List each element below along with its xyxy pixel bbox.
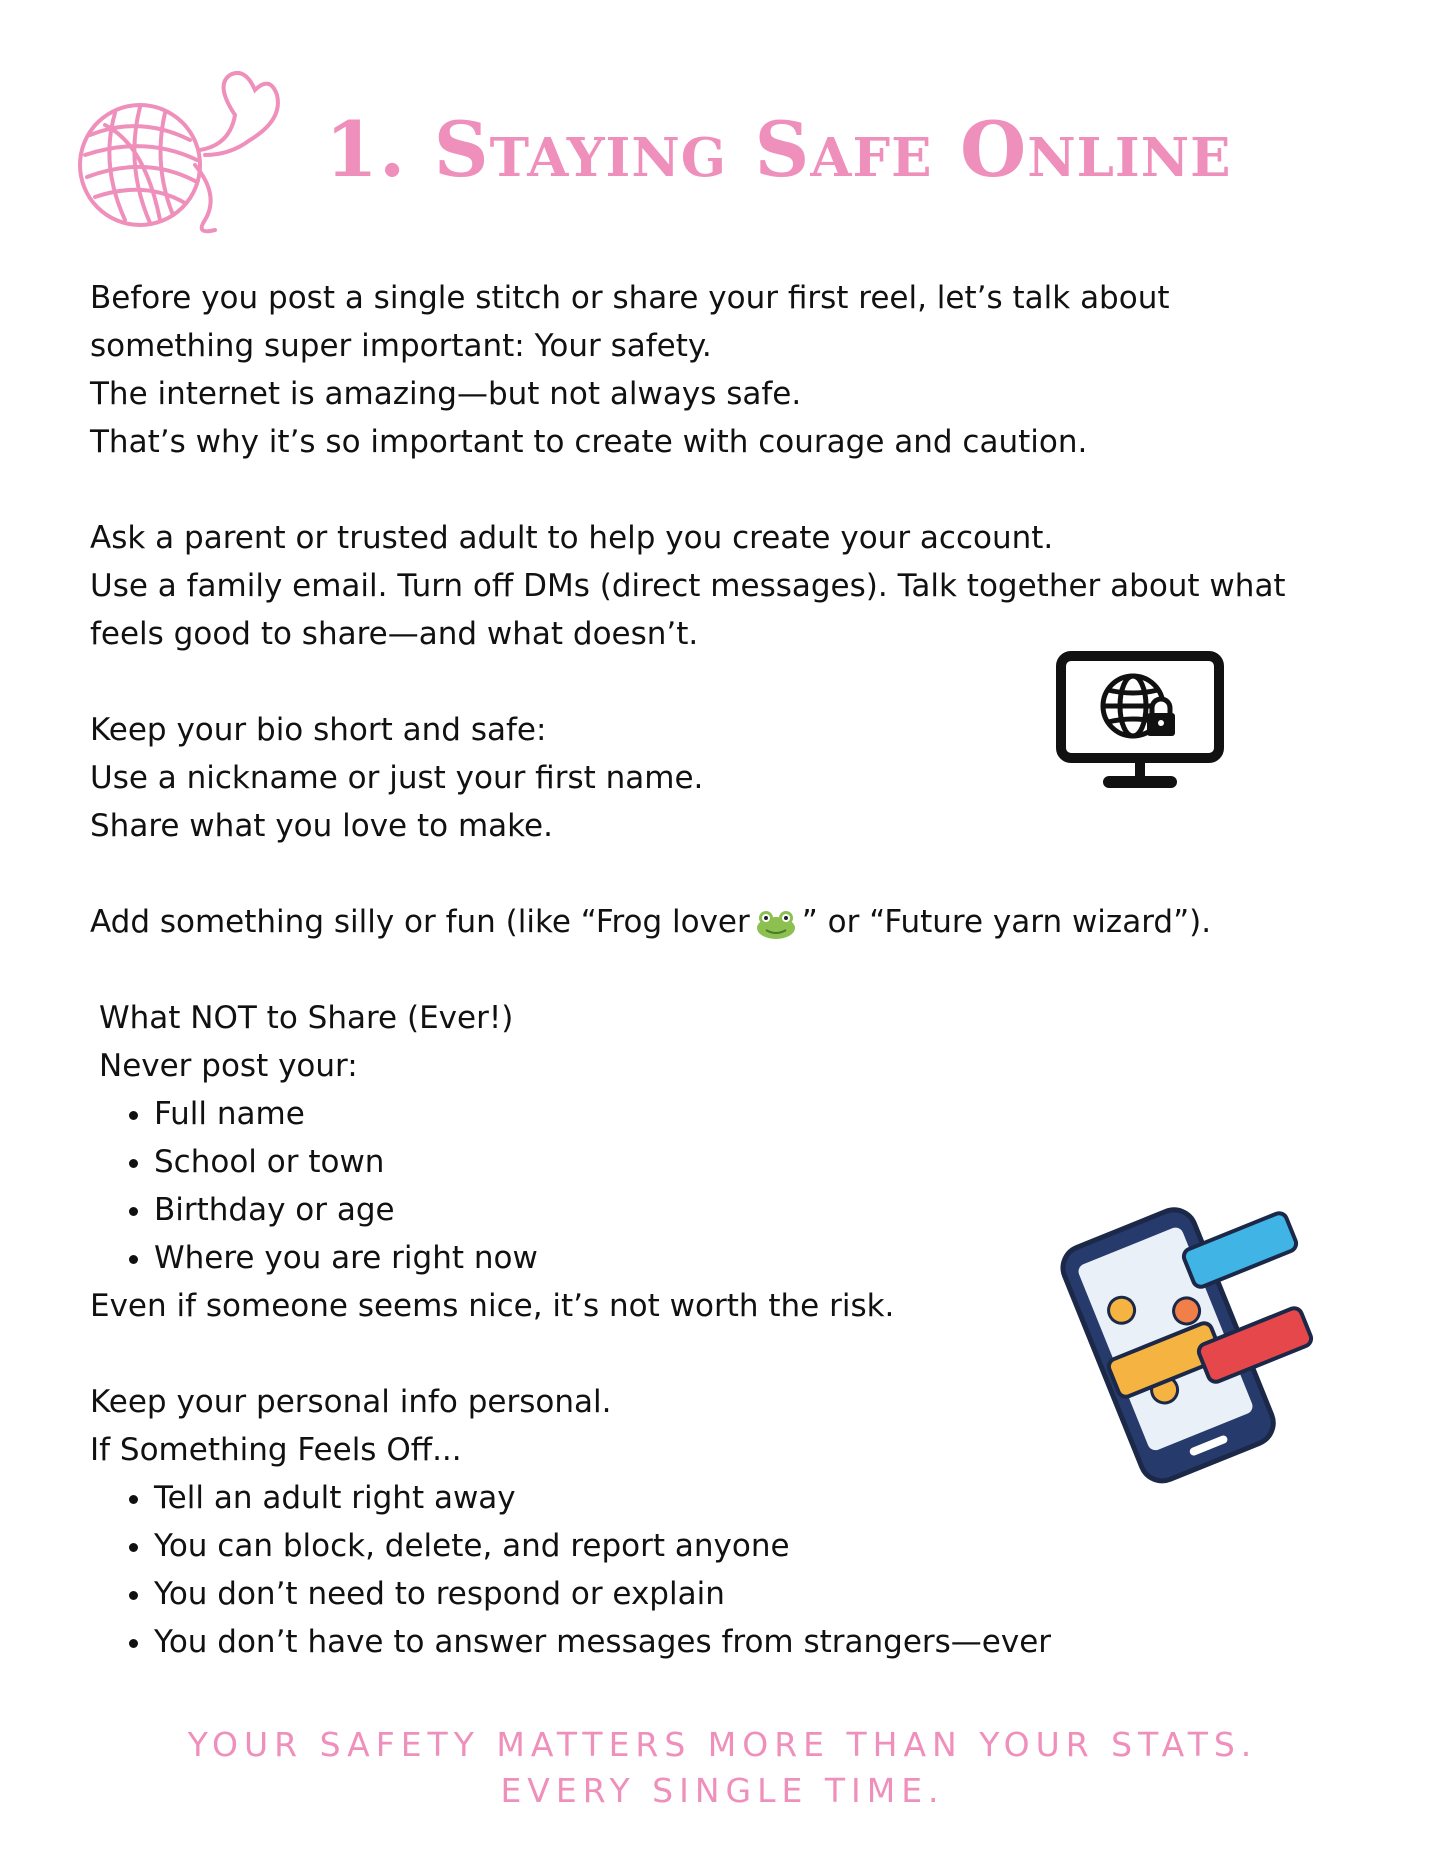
- dont-share-closing: Even if someone seems nice, it’s not worth the risk.: [90, 1288, 895, 1324]
- bio-fun-text: Add something silly or fun (like “Frog lover: [90, 904, 750, 940]
- intro-line: something super important: Your safety.: [90, 328, 712, 364]
- monitor-globe-lock-icon: [1055, 650, 1225, 800]
- list-item: • Where you are right now: [154, 1234, 1370, 1282]
- account-setup-line: Use a family email. Turn off DMs (direct messages). Talk together about what: [90, 568, 1286, 604]
- feels-off-lead: Keep your personal info personal.: [90, 1384, 612, 1420]
- account-setup-line: feels good to share—and what doesn’t.: [90, 616, 699, 652]
- list-item: • Tell an adult right away: [154, 1474, 1370, 1522]
- feels-off-heading: If Something Feels Off...: [90, 1432, 462, 1468]
- account-setup-line: Ask a parent or trusted adult to help you create your account.: [90, 520, 1054, 556]
- bio-line: Keep your bio short and safe:: [90, 712, 547, 748]
- yarn-ball-heart-icon: [45, 55, 285, 255]
- intro-section: [90, 274, 1370, 466]
- account-setup-section: [90, 514, 1370, 658]
- frog-emoji-icon: [754, 908, 798, 940]
- list-item: • You can block, delete, and report anyone: [154, 1522, 1370, 1570]
- page-title: 1. Staying Safe Online: [325, 105, 1232, 194]
- footer-line-1: YOUR SAFETY MATTERS MORE THAN YOUR STATS.: [187, 1725, 1258, 1764]
- footer-tagline: [0, 1722, 1445, 1814]
- footer-line-2: EVERY SINGLE TIME.: [500, 1771, 945, 1810]
- dont-share-heading: What NOT to Share (Ever!): [99, 1000, 514, 1036]
- feels-off-list: [90, 1474, 1370, 1666]
- bio-fun-line: [90, 898, 1370, 946]
- phone-chat-bubbles-icon: [1050, 1200, 1315, 1490]
- list-item: • You don’t have to answer messages from strangers—ever: [154, 1618, 1370, 1666]
- list-item: • You don’t need to respond or explain: [154, 1570, 1370, 1618]
- list-item: • Full name: [154, 1090, 1370, 1138]
- list-item: • School or town: [154, 1138, 1370, 1186]
- intro-line: That’s why it’s so important to create with courage and caution.: [90, 424, 1088, 460]
- intro-line: The internet is amazing—but not always safe.: [90, 376, 802, 412]
- list-item: • Birthday or age: [154, 1186, 1370, 1234]
- intro-line: Before you post a single stitch or share your first reel, let’s talk about: [90, 280, 1170, 316]
- bio-line: Share what you love to make.: [90, 808, 553, 844]
- bio-fun-text-end: ” or “Future yarn wizard”).: [801, 904, 1212, 940]
- bio-line: Use a nickname or just your first name.: [90, 760, 704, 796]
- dont-share-subheading: Never post your:: [99, 1048, 358, 1084]
